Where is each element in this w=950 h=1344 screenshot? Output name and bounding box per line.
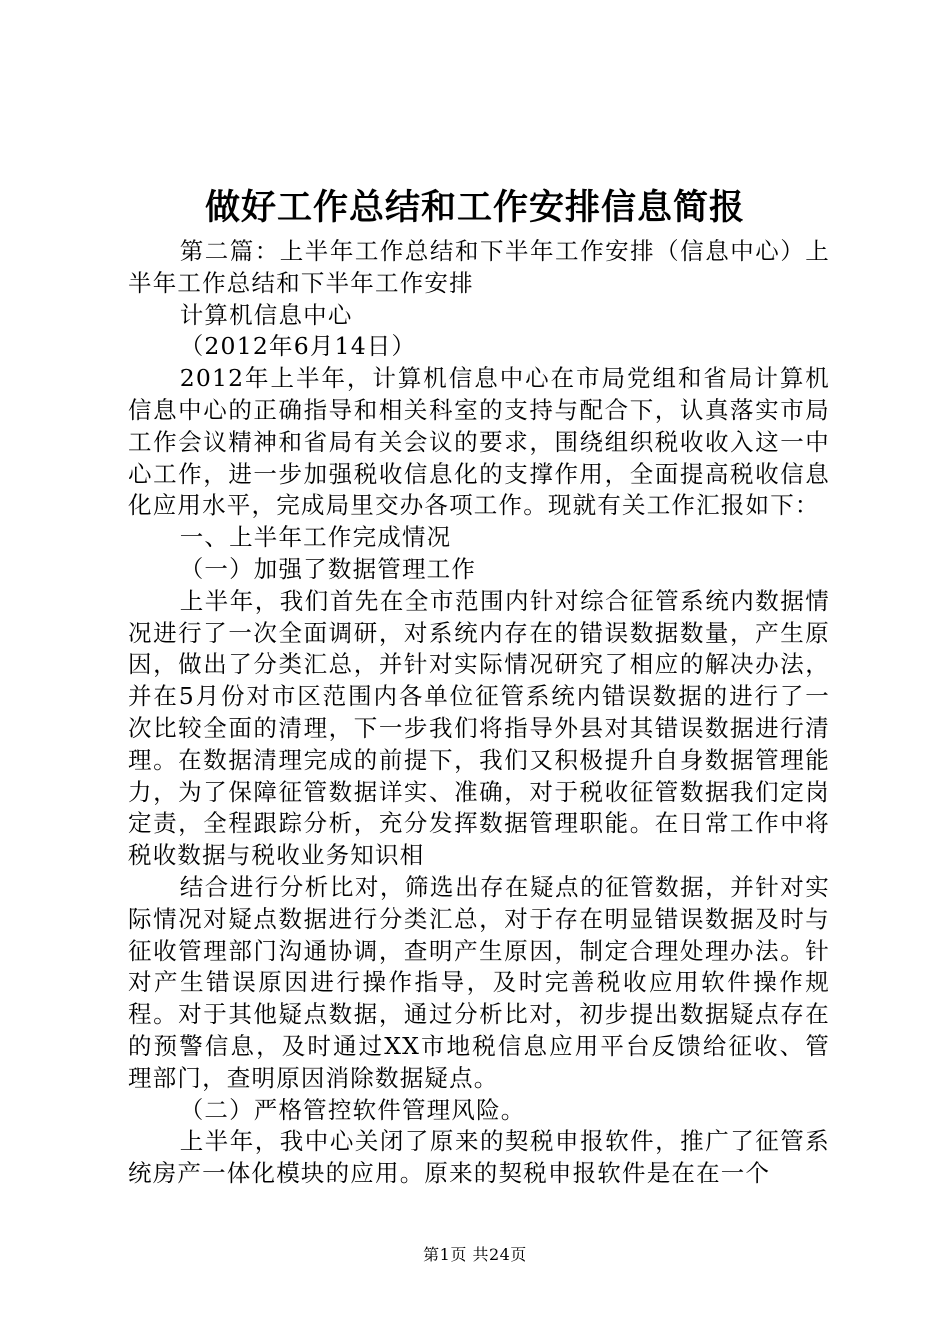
paragraph-author: 计算机信息中心	[179, 300, 353, 329]
paragraph-date: （2012年6月14日）	[179, 332, 417, 361]
paragraph-data-management: 上半年，我们首先在全市范围内针对综合征管系统内数据情况进行了一次全面调研，对系统内存在的错误数据数量，产生原因，做出了分类汇总，并针对实际情况研究了相应的解决办法，并在5月份对市区范围内各单位征管系统内错误数据的进行了一次比较全面的清理，下一步我们将指导外县对其错误数据进行清理。在数据清理完成的前提下，我们又积极提升自身数据管理能力，为了保障征管数据详实、准确，对于税收征管数据我们定岗定责，全程跟踪分析，充分发挥数据管理职能。在日常工作中将税收数据与税收业务知识相	[128, 586, 830, 870]
paragraph-chapter-heading: 第二篇：上半年工作总结和下半年工作安排（信息中心）上半年工作总结和下半年工作安排	[128, 237, 830, 297]
page-footer: 第1页 共24页	[423, 1245, 527, 1264]
subsection-heading-1: （一）加强了数据管理工作	[179, 554, 477, 583]
section-heading-1: 一、上半年工作完成情况	[179, 523, 452, 552]
paragraph-software-control: 上半年，我中心关闭了原来的契税申报软件，推广了征管系统房产一体化模块的应用。原来的契税申报软件是在在一个	[128, 1127, 830, 1188]
subsection-heading-2: （二）严格管控软件管理风险。	[179, 1095, 526, 1124]
paragraph-intro: 2012年上半年，计算机信息中心在市局党组和省局计算机信息中心的正确指导和相关科室的支持与配合下，认真落实市局工作会议精神和省局有关会议的要求，围绕组织税收收入这一中心工作，进一步加强税收信息化的支撑作用，全面提高税收信息化应用水平，完成局里交办各项工作。现就有关工作汇报如下：	[128, 364, 830, 520]
document-body	[128, 236, 830, 1190]
document-title: 做好工作总结和工作安排信息简报	[204, 187, 745, 228]
paragraph-data-analysis: 结合进行分析比对，筛选出存在疑点的征管数据，并针对实际情况对疑点数据进行分类汇总，对于存在明显错误数据及时与征收管理部门沟通协调，查明产生原因，制定合理处理办法。针对产生错误原因进行操作指导，及时完善税收应用软件操作规程。对于其他疑点数据，通过分析比对，初步提出数据疑点存在的预警信息，及时通过XX市地税信息应用平台反馈给征收、管理部门，查明原因消除数据疑点。	[128, 872, 830, 1092]
